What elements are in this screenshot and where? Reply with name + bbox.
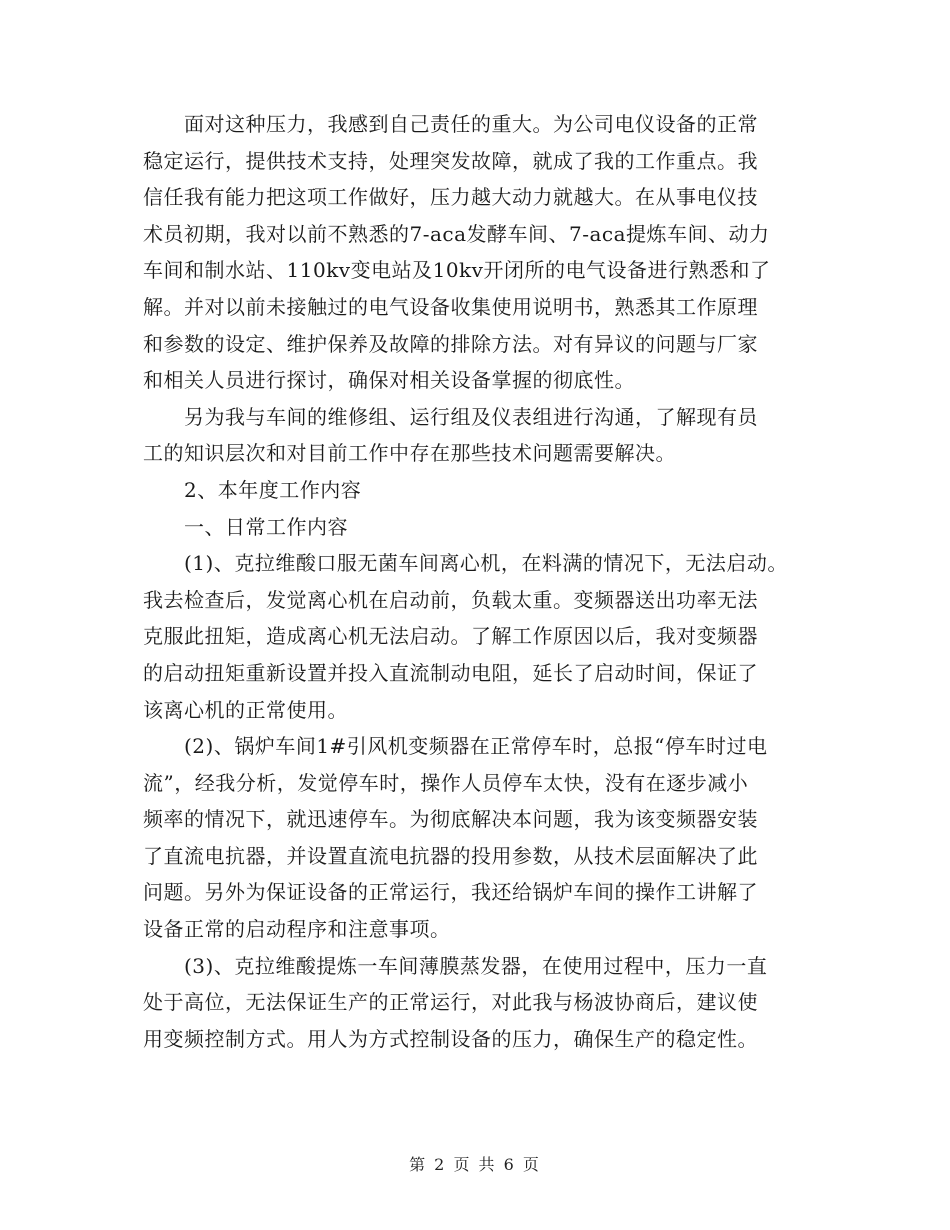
body-text bbox=[143, 106, 833, 1057]
paragraph-line: 和相关人员进行探讨，确保对相关设备掌握的彻底性。 bbox=[143, 368, 635, 393]
paragraph-line: (3)、克拉维酸提炼一车间薄膜蒸发器，在使用过程中，压力一直 bbox=[143, 953, 768, 978]
paragraph-line: 了直流电抗器，并设置直流电抗器的投用参数，从技术层面解决了此 bbox=[143, 843, 758, 868]
paragraph-line: 稳定运行，提供技术支持，处理突发故障，就成了我的工作重点。我 bbox=[143, 148, 758, 173]
paragraph-line: 另为我与车间的维修组、运行组及仪表组进行沟通，了解现有员 bbox=[143, 404, 758, 429]
paragraph-line: 频率的情况下，就迅速停车。为彻底解决本问题，我为该变频器安装 bbox=[143, 807, 758, 832]
paragraph-line: 我去检查后，发觉离心机在启动前，负载太重。变频器送出功率无法 bbox=[143, 587, 758, 612]
paragraph-line: 问题。另外为保证设备的正常运行，我还给锅炉车间的操作工讲解了 bbox=[143, 880, 758, 905]
paragraph-line: 克服此扭矩，造成离心机无法启动。了解工作原因以后，我对变频器 bbox=[143, 624, 758, 649]
paragraph-line: 解。并对以前未接触过的电气设备收集使用说明书，熟悉其工作原理 bbox=[143, 294, 758, 319]
paragraph-line: 处于高位，无法保证生产的正常运行，对此我与杨波协商后，建议使 bbox=[143, 990, 758, 1015]
paragraph-line: 用变频控制方式。用人为方式控制设备的压力，确保生产的稳定性。 bbox=[143, 1026, 758, 1051]
paragraph-line: (2)、锅炉车间1#引风机变频器在正常停车时，总报“停车时过电 bbox=[143, 734, 768, 759]
paragraph-line: 信任我有能力把这项工作做好，压力越大动力就越大。在从事电仪技 bbox=[143, 185, 758, 210]
paragraph-line: 的启动扭矩重新设置并投入直流制动电阻，延长了启动时间，保证了 bbox=[143, 660, 758, 685]
paragraph-line: 面对这种压力，我感到自己责任的重大。为公司电仪设备的正常 bbox=[143, 112, 758, 136]
paragraph-line: 流”，经我分析，发觉停车时，操作人员停车太快，没有在逐步减小 bbox=[143, 770, 749, 795]
paragraph-line: (1)、克拉维酸口服无菌车间离心机，在料满的情况下，无法启动。 bbox=[143, 551, 788, 576]
paragraph-line: 该离心机的正常使用。 bbox=[143, 697, 348, 722]
paragraph-line: 工的知识层次和对目前工作中存在那些技术问题需要解决。 bbox=[143, 441, 676, 466]
paragraph-line: 车间和制水站、110kv变电站及10kv开闭所的电气设备进行熟悉和了 bbox=[143, 258, 771, 283]
paragraph-line: 设备正常的启动程序和注意事项。 bbox=[143, 917, 451, 942]
page-footer: 第 2 页 共 6 页 bbox=[409, 1155, 541, 1174]
section-heading: 一、日常工作内容 bbox=[143, 514, 348, 539]
paragraph-line: 术员初期，我对以前不熟悉的7-aca发酵车间、7-aca提炼车间、动力 bbox=[143, 221, 770, 246]
paragraph-line: 和参数的设定、维护保养及故障的排除方法。对有异议的问题与厂家 bbox=[143, 331, 758, 356]
section-heading: 2、本年度工作内容 bbox=[143, 477, 362, 502]
